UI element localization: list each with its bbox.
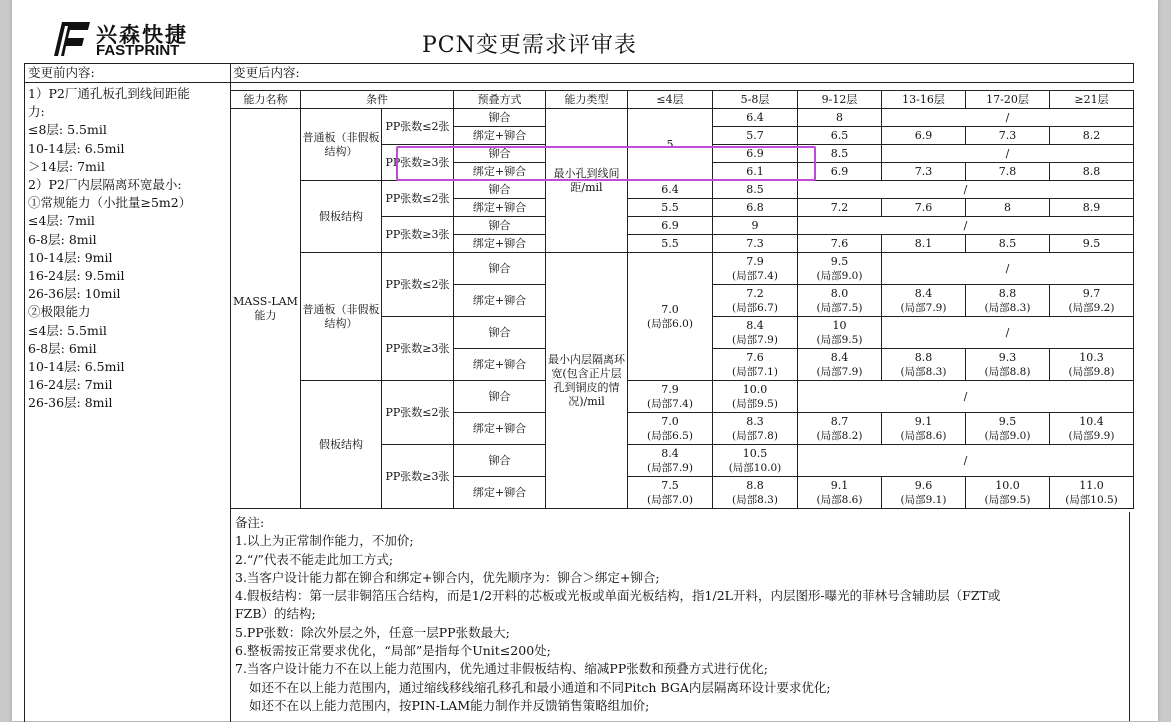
value-cell: [966, 477, 1050, 509]
value-main: 7.9: [746, 254, 764, 268]
value-main: 8.4: [914, 286, 933, 300]
page-title: PCN变更需求评审表: [422, 33, 637, 58]
value-cell: [798, 349, 882, 381]
header-cell: ≥21层: [1050, 91, 1134, 109]
value-cell: /: [882, 253, 1134, 285]
stack-method-cell: 铆合: [454, 381, 546, 413]
text-line: 26-36层: 10mil: [28, 286, 121, 302]
value-main: 8.4: [746, 318, 764, 332]
value-cell: 8.2: [1050, 127, 1134, 145]
value-local: (局部9.0): [984, 429, 1031, 442]
after-change-header: 变更后内容:: [230, 63, 1134, 83]
header-cell: 能力名称: [231, 91, 301, 109]
value-main: 9.1: [830, 478, 849, 492]
notes-section: [230, 512, 1130, 721]
value-local: (局部9.9): [1068, 429, 1115, 442]
value-cell: [628, 253, 713, 381]
value-cell: /: [798, 381, 1134, 413]
value-cell: 5.5: [628, 199, 713, 217]
value-main: 7.5: [661, 478, 679, 492]
value-cell: /: [798, 217, 1134, 235]
note-line: 3.当客户设计能力都在铆合和绑定+铆合内，优先顺序为：铆合＞绑定+铆合;: [235, 569, 660, 585]
value-cell: 9.5: [1050, 235, 1134, 253]
value-cell: 6.8: [713, 199, 798, 217]
table-header-row: [231, 91, 1134, 109]
value-cell: /: [882, 317, 1134, 349]
value-main: 8.0: [830, 286, 849, 300]
value-cell: 7.6: [798, 235, 882, 253]
value-cell: 7.8: [966, 163, 1050, 181]
value-local: (局部6.0): [647, 317, 693, 330]
text-line: ②极限能力: [28, 304, 91, 320]
value-local: (局部10.0): [728, 461, 782, 474]
value-main: 8.4: [661, 446, 679, 460]
company-logo: [48, 18, 208, 60]
stack-method-cell: 铆合: [454, 253, 546, 285]
value-cell: 6.9: [628, 217, 713, 235]
text-line: 1）P2厂通孔板孔到线间距能: [28, 86, 190, 101]
value-main: 10.5: [742, 446, 768, 460]
logo-chinese-text: 兴森快捷: [96, 23, 188, 47]
stack-method-cell: 铆合: [454, 317, 546, 349]
header-cell: 预叠方式: [454, 91, 546, 109]
note-line: 6.整板需按正常要求优化，“局部”是指每个Unit≤200处;: [235, 643, 551, 659]
logo-english-text: FASTPRINT: [96, 42, 180, 59]
value-cell: /: [882, 145, 1134, 163]
note-line: 1.以上为正常制作能力，不加价;: [235, 533, 414, 549]
note-line: 4.假板结构：第一层非铜箔压合结构，而是1/2开料的芯板或光板或单面光板结构，指1/2L开料，内层图形-曝光的菲林号含辅助层（FZT或: [235, 588, 1001, 604]
value-cell: 7.3: [966, 127, 1050, 145]
text-line: ≤8层: 5.5mil: [28, 122, 107, 138]
value-local: (局部8.2): [816, 429, 863, 442]
notes-title: 备注:: [235, 515, 265, 530]
text-line: ①常规能力（小批量≥5m2）: [28, 195, 192, 211]
text-line: ≤4层: 7mil: [28, 213, 95, 229]
value-cell: [1050, 349, 1134, 381]
value-cell: [1050, 477, 1134, 509]
condition-cell: 普通板（非假板结构）: [301, 109, 382, 181]
value-local: (局部9.8): [1068, 365, 1115, 378]
value-main: 9.5: [998, 414, 1017, 428]
value-main: 11.0: [1079, 478, 1104, 492]
value-local: (局部9.5): [816, 333, 863, 346]
value-cell: [713, 253, 798, 285]
text-line: 26-36层: 8mil: [28, 395, 113, 411]
value-cell: 6.9: [713, 145, 798, 163]
before-change-content: [25, 83, 230, 415]
note-line: 5.PP张数：除次外层之外，任意一层PP张数最大;: [235, 624, 510, 640]
value-cell: /: [882, 109, 1134, 127]
stack-method-cell: 铆合: [454, 109, 546, 127]
value-cell: [966, 285, 1050, 317]
value-cell: [628, 381, 713, 413]
highlight-box: [396, 146, 816, 181]
before-change-column: [24, 63, 231, 722]
value-cell: 5: [628, 109, 713, 181]
value-local: (局部8.3): [732, 493, 778, 506]
value-local: (局部8.3): [984, 301, 1031, 314]
stack-method-cell: 绑定+铆合: [454, 477, 546, 509]
value-cell: 6.4: [713, 109, 798, 127]
before-change-header: 变更前内容:: [25, 64, 230, 83]
value-cell: [713, 477, 798, 509]
value-cell: [966, 349, 1050, 381]
value-cell: [628, 477, 713, 509]
text-line: ≤4层: 5.5mil: [28, 322, 107, 338]
header-cell: 9-12层: [798, 91, 882, 109]
value-local: (局部8.3): [900, 365, 947, 378]
note-line: FZB）的结构;: [235, 606, 316, 622]
value-local: (局部6.7): [732, 301, 778, 314]
capability-type-cell: 最小孔到线间距/mil: [546, 109, 628, 253]
pp-count-cell: PP张数≤2张: [382, 381, 454, 445]
text-line: 16-24层: 7mil: [28, 377, 113, 393]
value-main: 9.3: [998, 350, 1017, 364]
value-main: 8.8: [998, 286, 1017, 300]
value-main: 10.0: [995, 478, 1020, 492]
value-cell: [798, 477, 882, 509]
value-main: 10.0: [742, 382, 768, 396]
value-main: 10.4: [1079, 414, 1104, 428]
stack-method-cell: 绑定+铆合: [454, 127, 546, 145]
fastprint-logo-icon: [48, 20, 92, 58]
value-local: (局部7.9): [732, 333, 778, 346]
pp-count-cell: PP张数≥3张: [382, 145, 454, 181]
text-line: ＞14层: 7mil: [28, 158, 105, 174]
value-main: 7.6: [746, 350, 764, 364]
value-cell: [713, 317, 798, 349]
stack-method-cell: 铆合: [454, 445, 546, 477]
value-cell: [1050, 413, 1134, 445]
note-line: 如还不在以上能力范围内，通过缩线移线缩孔移孔和最小通道和不同Pitch BGA内层隔离环设计要求优化;: [249, 679, 831, 695]
value-main: 8.4: [830, 350, 849, 364]
table-row: [231, 109, 1134, 127]
value-local: (局部7.9): [900, 301, 947, 314]
stack-method-cell: 绑定+铆合: [454, 163, 546, 181]
value-cell: [628, 445, 713, 477]
header-cell: 条件: [301, 91, 454, 109]
value-cell: 8: [966, 199, 1050, 217]
value-cell: 5.5: [628, 235, 713, 253]
value-cell: [798, 413, 882, 445]
value-local: (局部9.2): [1068, 301, 1115, 314]
condition-cell: 假板结构: [301, 381, 382, 509]
value-local: (局部9.5): [732, 397, 778, 410]
value-local: (局部6.5): [647, 429, 693, 442]
text-line: 2）P2厂内层隔离环宽最小:: [28, 177, 182, 193]
value-local: (局部7.4): [647, 397, 693, 410]
value-local: (局部7.8): [732, 429, 778, 442]
value-cell: [713, 285, 798, 317]
value-cell: 6.9: [798, 163, 882, 181]
value-main: 7.0: [661, 302, 679, 316]
header-cell: 5-8层: [713, 91, 798, 109]
value-cell: /: [798, 181, 1134, 199]
value-cell: 7.3: [882, 163, 966, 181]
pp-count-cell: PP张数≤2张: [382, 181, 454, 217]
value-local: (局部7.4): [732, 269, 778, 282]
value-cell: 6.1: [713, 163, 798, 181]
text-line: 16-24层: 9.5mil: [28, 268, 125, 284]
value-cell: [882, 349, 966, 381]
value-cell: [882, 285, 966, 317]
value-local: (局部7.9): [647, 461, 693, 474]
value-cell: 8.9: [1050, 199, 1134, 217]
pp-count-cell: PP张数≥3张: [382, 445, 454, 509]
text-line: 10-14层: 6.5mil: [28, 140, 125, 156]
stack-method-cell: 绑定+铆合: [454, 349, 546, 381]
note-line: 7.当客户设计能力不在以上能力范围内，优先通过非假板结构、缩减PP张数和预叠方式进行优化;: [235, 661, 768, 677]
value-main: 7.0: [661, 414, 679, 428]
value-cell: 8.8: [1050, 163, 1134, 181]
value-cell: [966, 413, 1050, 445]
text-line: 10-14层: 9mil: [28, 249, 113, 265]
value-cell: 7.3: [713, 235, 798, 253]
text-line: 6-8层: 6mil: [28, 340, 97, 356]
value-cell: [798, 253, 882, 285]
value-cell: [713, 413, 798, 445]
value-cell: [713, 349, 798, 381]
value-cell: [798, 285, 882, 317]
value-main: 7.2: [746, 286, 764, 300]
value-local: (局部10.5): [1065, 493, 1118, 506]
value-main: 10.3: [1079, 350, 1104, 364]
value-main: 8.8: [746, 478, 764, 492]
value-main: 10: [832, 318, 847, 332]
value-cell: [628, 413, 713, 445]
value-cell: 8.5: [798, 145, 882, 163]
stack-method-cell: 绑定+铆合: [454, 413, 546, 445]
header-cell: ≤4层: [628, 91, 713, 109]
table-row: [231, 381, 1134, 413]
stack-method-cell: 绑定+铆合: [454, 285, 546, 317]
value-main: 8.7: [830, 414, 849, 428]
pp-count-cell: PP张数≤2张: [382, 253, 454, 317]
table-row: [231, 253, 1134, 285]
condition-cell: 普通板（非假板结构）: [301, 253, 382, 381]
stack-method-cell: 铆合: [454, 181, 546, 199]
text-line: 力:: [28, 104, 45, 120]
value-main: 8.8: [914, 350, 933, 364]
value-main: 9.1: [914, 414, 933, 428]
stack-method-cell: 铆合: [454, 145, 546, 163]
value-cell: [882, 477, 966, 509]
value-main: 9.6: [914, 478, 933, 492]
table-row: [231, 181, 1134, 199]
value-cell: 7.6: [882, 199, 966, 217]
pp-count-cell: PP张数≤2张: [382, 109, 454, 145]
value-cell: 9: [713, 217, 798, 235]
value-cell: 8.5: [966, 235, 1050, 253]
value-main: 8.3: [746, 414, 764, 428]
value-local: (局部9.5): [984, 493, 1031, 506]
value-cell: [882, 413, 966, 445]
capability-name-cell: MASS-LAM能力: [231, 109, 301, 509]
header-cell: 能力类型: [546, 91, 628, 109]
value-cell: 8.1: [882, 235, 966, 253]
value-cell: [1050, 285, 1134, 317]
text-line: 6-8层: 8mil: [28, 231, 97, 247]
value-cell: 8.5: [713, 181, 798, 199]
text-line: 10-14层: 6.5mil: [28, 359, 125, 375]
pp-count-cell: PP张数≥3张: [382, 217, 454, 253]
note-line: 2.“/”代表不能走此加工方式;: [235, 551, 394, 567]
value-main: 7.9: [661, 382, 679, 396]
pp-count-cell: PP张数≥3张: [382, 317, 454, 381]
value-local: (局部8.8): [984, 365, 1031, 378]
value-main: 9.5: [830, 254, 849, 268]
header-cell: 17-20层: [966, 91, 1050, 109]
value-local: (局部7.5): [816, 301, 863, 314]
value-cell: [713, 445, 798, 477]
value-cell: 5.7: [713, 127, 798, 145]
value-cell: [713, 381, 798, 413]
stack-method-cell: 绑定+铆合: [454, 235, 546, 253]
value-cell: 6.9: [882, 127, 966, 145]
capability-type-cell: 最小内层隔离环宽(包含正片层孔到铜皮的情况)/mil: [546, 253, 628, 509]
value-local: (局部7.0): [647, 493, 693, 506]
value-local: (局部7.9): [816, 365, 863, 378]
value-cell: 7.2: [798, 199, 882, 217]
value-cell: 6.4: [628, 181, 713, 199]
stack-method-cell: 绑定+铆合: [454, 199, 546, 217]
value-local: (局部8.6): [816, 493, 863, 506]
note-line: 如还不在以上能力范围内，按PIN-LAM能力制作并反馈销售策略组加价;: [249, 697, 650, 713]
value-local: (局部9.1): [900, 493, 947, 506]
value-local: (局部7.1): [732, 365, 778, 378]
value-cell: 6.5: [798, 127, 882, 145]
header-cell: 13-16层: [882, 91, 966, 109]
value-local: (局部8.6): [900, 429, 947, 442]
value-cell: 8: [798, 109, 882, 127]
value-local: (局部9.0): [816, 269, 863, 282]
value-cell: /: [798, 445, 1134, 477]
stack-method-cell: 铆合: [454, 217, 546, 235]
condition-cell: 假板结构: [301, 181, 382, 253]
value-cell: [798, 317, 882, 349]
value-main: 9.7: [1082, 286, 1101, 300]
